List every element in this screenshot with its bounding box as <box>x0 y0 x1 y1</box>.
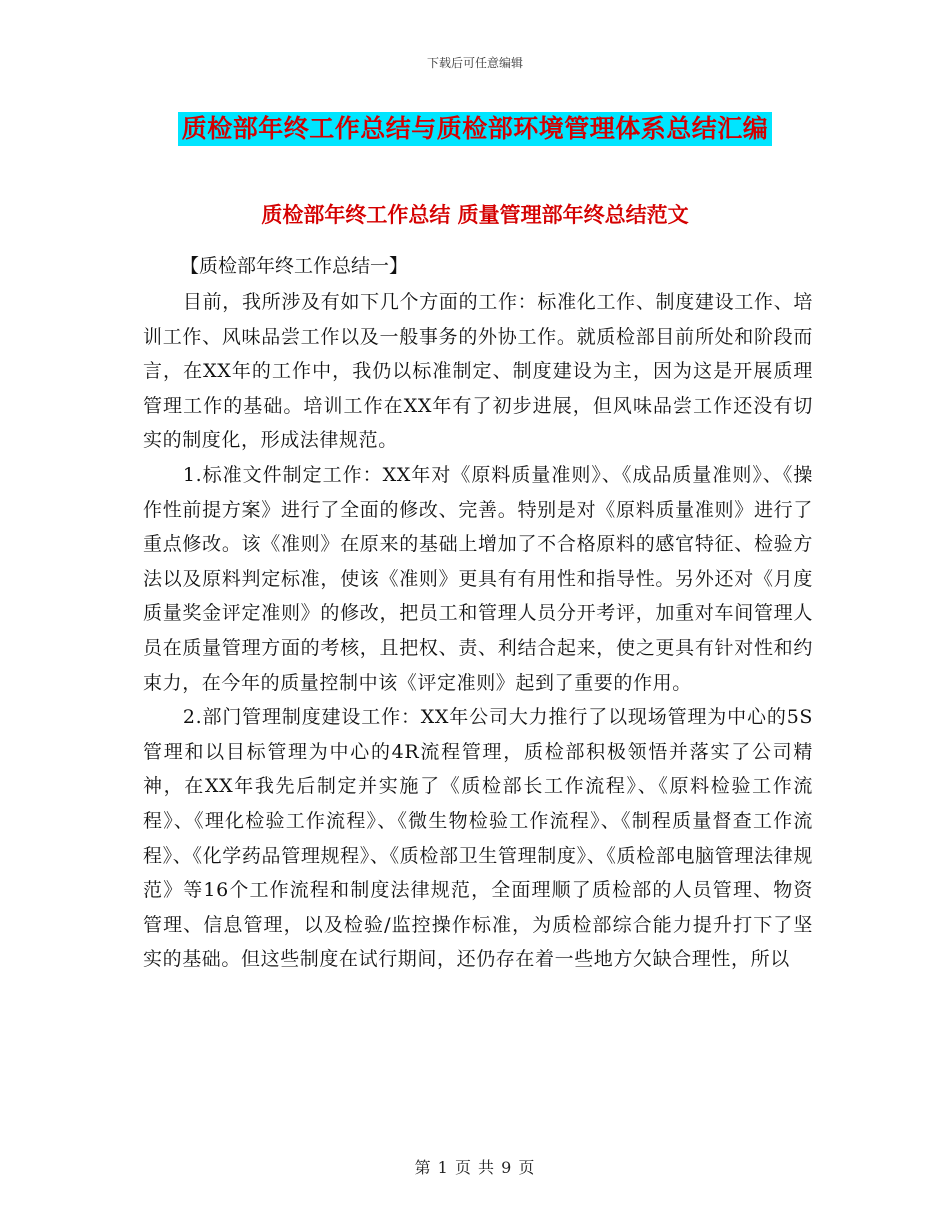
paragraph: 目前，我所涉及有如下几个方面的工作：标准化工作、制度建设工作、培训工作、风味品尝工作以及一般事务的外协工作。就质检部目前所处和阶段而言，在XX年的工作中，我仍以标准制定、制度建设为主，因为这是开展质理管理工作的基础。培训工作在XX年有了初步进展，但风味品尝工作还没有切实的制度化，形成法律规范。 <box>143 291 813 452</box>
document-title: 质检部年终工作总结与质检部环境管理体系总结汇编 <box>178 112 773 146</box>
section-label: 【质检部年终工作总结一】 <box>180 255 409 277</box>
body-text <box>143 285 813 977</box>
page-footer: 第 1 页 共 9 页 <box>414 1158 536 1177</box>
paragraph: 2.部门管理制度建设工作：XX年公司大力推行了以现场管理为中心的5S管理和以目标管理为中心的4R流程管理，质检部积极领悟并落实了公司精神，在XX年我先后制定并实施了《质检部长工作流程》、《原料检验工作流程》、《理化检验工作流程》、《微生物检验工作流程》、《制程质量督查工作流程》、《化学药品管理规程》、《质检部卫生管理制度》、《质检部电脑管理法律规范》等16个工作流程和制度法律规范，全面理顺了质检部的人员管理、物资管理、信息管理，以及检验/监控操作标准，为质检部综合能力提升打下了坚实的基础。但这些制度在试行期间，还仍存在着一些地方欠缺合理性，所以 <box>143 706 813 971</box>
header-note: 下载后可任意编辑 <box>426 56 523 70</box>
title-container <box>0 112 950 146</box>
paragraph: 1.标准文件制定工作：XX年对《原料质量准则》、《成品质量准则》、《操作性前提方案》进行了全面的修改、完善。特别是对《原料质量准则》进行了重点修改。该《准则》在原来的基础上增加了不合格原料的感官特征、检验方法以及原料判定标准，使该《准则》更具有有用性和指导性。另外还对《月度质量奖金评定准则》的修改，把员工和管理人员分开考评，加重对车间管理人员在质量管理方面的考核，且把权、责、利结合起来，使之更具有针对性和约束力，在今年的质量控制中该《评定准则》起到了重要的作用。 <box>143 463 813 694</box>
document-subtitle: 质检部年终工作总结 质量管理部年终总结范文 <box>261 202 689 227</box>
